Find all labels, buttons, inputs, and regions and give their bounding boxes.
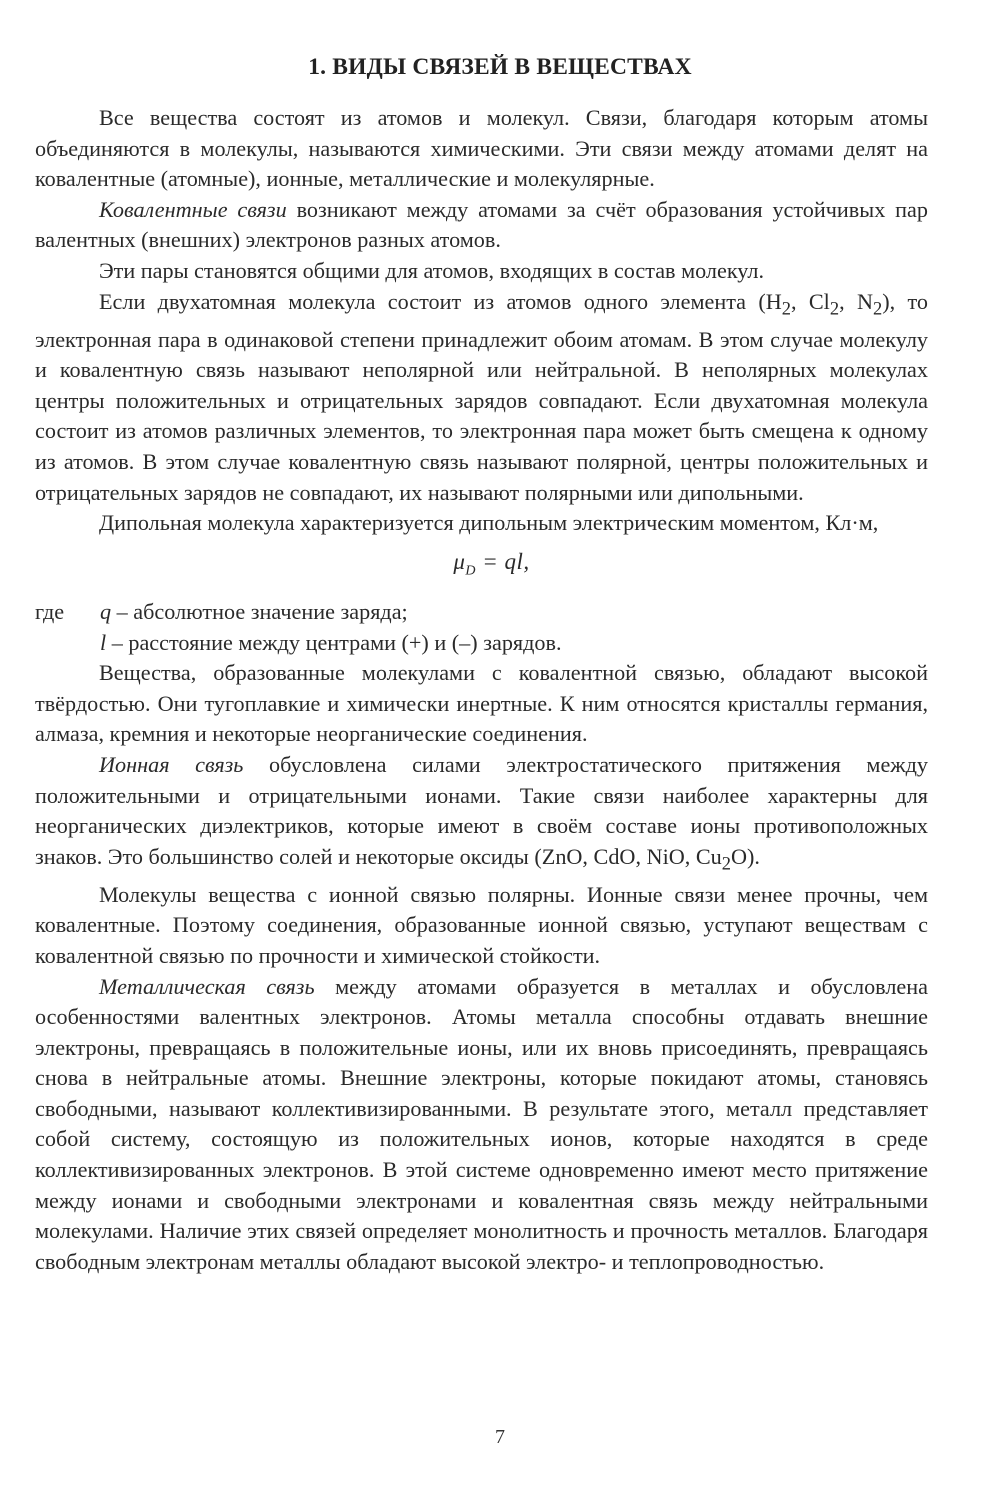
legend-q-text: – абсолютное значение заряда; — [111, 598, 408, 624]
paragraph-metallic-text: между атомами образуется в металлах и обусловлена особенностями валентных электронов. Атомы металла способны отдавать внешние электроны, превращаясь в положительные ионы, или их вновь присоединять, превращаясь снова в нейтральные атомы. Внешние электроны, которые покидают атомы, становясь свободными, называют коллективизированными. В результате этого, металл представляет собой систему, состоящую из положительных ионов, которые находятся в среде коллективизированных электронов. В этой системе одновременно имеют место притяжение между ионами и свободными электронами и ковалентная связь между нейтральными молекулами. Наличие этих связей определяет монолитность и прочность металлов. Благодаря свободным электронам металлы обладают высокой электро- и теплопроводностью. — [35, 973, 928, 1274]
text-fragment: , N — [839, 288, 873, 314]
page-title: 1. ВИДЫ СВЯЗЕЙ В ВЕЩЕСТВАХ — [308, 54, 692, 80]
paragraph-covalent-properties: Вещества, образованные молекулами с ковалентной связью, обладают высокой твёрдостью. Они тугоплавкие и химически инертные. К ним относятся кристаллы германия, алмаза, кремния и некоторые неорганические соединения. — [35, 660, 928, 747]
paragraph-pairs: Эти пары становятся общими для атомов, входящих в состав молекул. — [99, 257, 765, 283]
legend-l-text: – расстояние между центрами (+) и (–) зарядов. — [106, 629, 562, 655]
paragraph-intro: Все вещества состоят из атомов и молекул. Связи, благодаря которым атомы объединяются в молекулы, называются химическими. Эти связи между атомами делят на ковалентные (атомные), ионные, металлические и молекулярные. — [35, 105, 928, 192]
text-fragment: обусловлена силами электростатического притяжения между положительными и отрицательными ионами. Такие связи наиболее характерны для неорганических диэлектриков, которые имеют в своём составе ионы противоположных знаков. Это большинство солей и некоторые оксиды (ZnO, CdO, NiO, Cu — [35, 751, 929, 869]
formula-mu: μ — [453, 548, 466, 574]
legend-label: где — [35, 598, 65, 624]
text-fragment: , Cl — [791, 288, 830, 314]
var-q: q — [100, 598, 112, 624]
page-number: 7 — [495, 1426, 505, 1448]
subscript: 2 — [873, 299, 883, 319]
dipole-formula — [35, 547, 928, 587]
paragraph-dipole: Дипольная молекула характеризуется дипольным электрическим моментом, Кл·м, — [99, 510, 879, 536]
term-metallic: Металлическая связь — [99, 973, 315, 999]
formula-legend — [35, 597, 928, 658]
term-covalent: Ковалентные связи — [99, 196, 287, 222]
paragraph-ionic — [35, 750, 928, 880]
paragraph-metallic — [35, 972, 928, 1278]
paragraph-covalent-text: возникают между атомами за счёт образования устойчивых пар валентных (внешних) электронов разных атомов. — [35, 196, 928, 253]
subscript: 2 — [721, 854, 731, 875]
paragraph-nonpolar — [35, 287, 928, 509]
text-fragment: ), то электронная пара в одинаковой степени принадлежит обоим атомам. В этом случае молекулу и ковалентную связь называют неполярной или нейтральной. В неполярных молекулах центры положительных и отрицательных зарядов совпадают. Если двухатомная молекула состоит из атомов различных элементов, то электронная пара может быть смещена к одному из атомов. В этом случае ковалентную связь называют полярной, центры положительных и отрицательных зарядов не совпадают, их называют полярными или дипольными. — [35, 288, 929, 505]
text-fragment: O). — [731, 843, 760, 869]
paragraph-covalent — [35, 195, 928, 256]
formula-subscript: D — [465, 563, 476, 579]
body-text — [35, 103, 928, 1277]
subscript: 2 — [781, 299, 792, 319]
formula-rhs: = ql, — [476, 548, 530, 574]
paragraph-ionic-properties: Молекулы вещества с ионной связью полярны. Ионные связи менее прочны, чем ковалентные. Поэтому соединения, образованные ионной связью, уступают веществам с ковалентной связью по прочности и химической стойкости. — [35, 881, 928, 968]
legend-line-q — [100, 597, 928, 628]
text-fragment: Если двухатомная молекула состоит из атомов одного элемента (H — [99, 288, 782, 314]
var-l: l — [100, 629, 107, 655]
term-ionic: Ионная связь — [99, 751, 244, 777]
legend-line-l — [100, 628, 928, 659]
subscript: 2 — [829, 299, 840, 319]
